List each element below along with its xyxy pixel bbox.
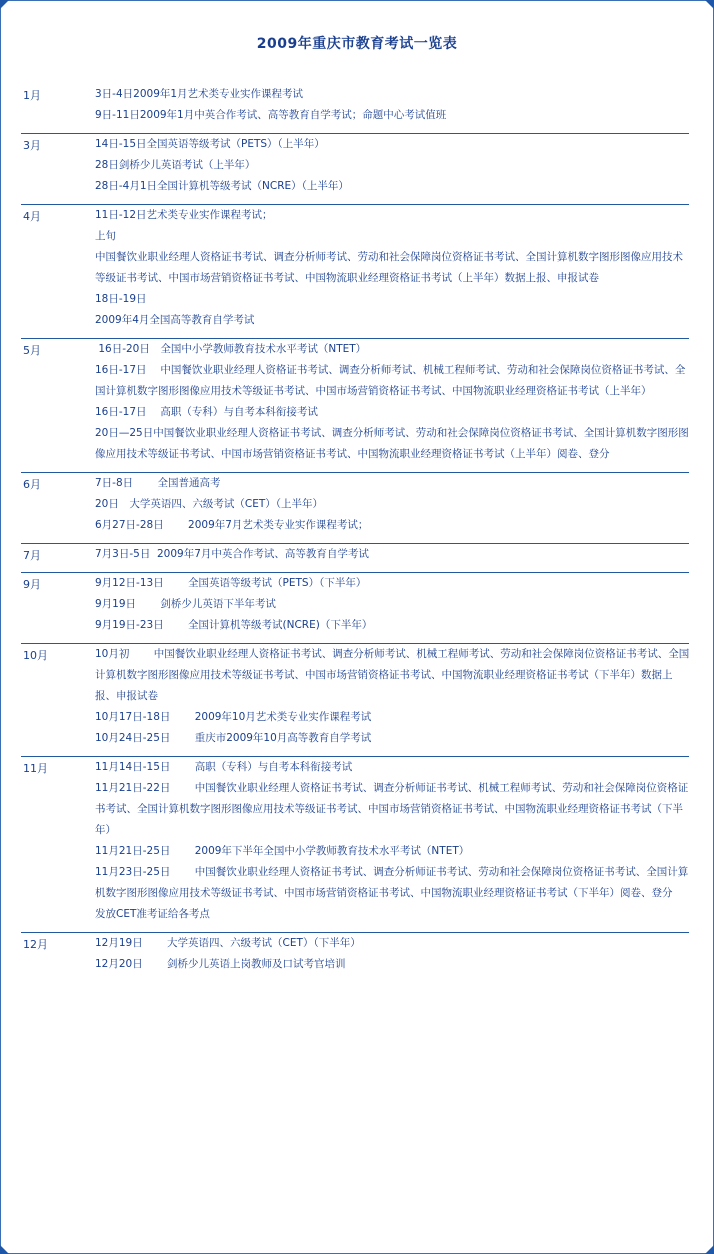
month-entries: [95, 933, 691, 975]
month-section: [1, 473, 713, 543]
month-section: [1, 757, 713, 932]
exam-entry: 14日-15日全国英语等级考试（PETS）（上半年）: [95, 138, 325, 150]
month-section: [1, 134, 713, 204]
month-label: 5月: [23, 344, 41, 357]
month-entries: [95, 473, 691, 536]
exam-entry: 16日-17日 高职（专科）与自考本科衔接考试: [95, 406, 318, 418]
corner-decoration: [0, 0, 9, 9]
month-entries: [95, 757, 691, 925]
month-section: [1, 339, 713, 472]
exam-entry: 10月初 中国餐饮业职业经理人资格证书考试、调查分析师考试、机械工程师考试、劳动和社会保障岗位资格证书考试、全国计算机数字图形图像应用技术等级证书考试、中国市场营销资格证书考试、中国物流职业经理资格证书考试（下半年）数据上报、申报试卷: [95, 648, 690, 702]
exam-entry: 10月17日-18日 2009年10月艺术类专业实作课程考试: [95, 711, 372, 723]
exam-entry: 11日-12日艺术类专业实作课程考试；: [95, 209, 273, 221]
exam-entry: 12月20日 剑桥少儿英语上岗教师及口试考官培训: [95, 958, 346, 970]
month-section: [1, 205, 713, 338]
page-title: 2009年重庆市教育考试一览表: [256, 36, 458, 52]
month-label: 4月: [23, 210, 41, 223]
exam-entry: 9日-11日2009年1月中英合作考试、高等教育自学考试；命题中心考试值班: [95, 109, 447, 121]
exam-entry: 9月12日-13日 全国英语等级考试（PETS）（下半年）: [95, 577, 367, 589]
exam-entry: 6月27日-28日 2009年7月艺术类专业实作课程考试；: [95, 519, 369, 531]
exam-entry: 11月21日-22日 中国餐饮业职业经理人资格证书考试、调查分析师证书考试、机械工程师考试、劳动和社会保障岗位资格证书考试、全国计算机数字图形图像应用技术等级证书考试、中国市场营销资格证书考试、中国物流职业经理资格证书考试（下半年）: [95, 782, 689, 836]
exam-entry: 3日-4日2009年1月艺术类专业实作课程考试: [95, 88, 304, 100]
month-section: [1, 84, 713, 133]
month-label: 1月: [23, 89, 41, 102]
month-entries: [95, 573, 691, 636]
exam-entry: 18日-19日: [95, 293, 147, 305]
month-entries: [95, 84, 691, 126]
exam-entry: 7日-8日 全国普通高考: [95, 477, 221, 489]
exam-entry: 20日—25日中国餐饮业职业经理人资格证书考试、调查分析师考试、劳动和社会保障岗位资格证书考试、全国计算机数字图形图像应用技术等级证书考试、中国市场营销资格证书考试、中国物流职业经理资格证书考试（上半年）阅卷、登分: [95, 427, 689, 460]
month-section: [1, 933, 713, 982]
month-entries: [95, 544, 691, 565]
exam-entry: 上旬: [95, 230, 116, 242]
exam-entry: 20日 大学英语四、六级考试（CET）（上半年）: [95, 498, 323, 510]
month-section: [1, 544, 713, 572]
exam-entry: 28日-4月1日全国计算机等级考试（NCRE）（上半年）: [95, 180, 349, 192]
exam-entry: 7月3日-5日 2009年7月中英合作考试、高等教育自学考试: [95, 548, 369, 560]
corner-decoration: [705, 0, 714, 9]
exam-entry: 2009年4月全国高等教育自学考试: [95, 314, 255, 326]
month-label: 6月: [23, 478, 41, 491]
month-entries: [95, 205, 691, 331]
month-section: [1, 644, 713, 756]
month-entries: [95, 134, 691, 197]
exam-entry: 16日-20日 全国中小学教师教育技术水平考试（NTET）: [95, 343, 367, 355]
month-label: 7月: [23, 549, 41, 562]
month-label: 3月: [23, 139, 41, 152]
exam-entry: 11月23日-25日 中国餐饮业职业经理人资格证书考试、调查分析师证书考试、劳动和社会保障岗位资格证书考试、全国计算机数字图形图像应用技术等级证书考试、中国市场营销资格证书考试、中国物流职业经理资格证书考试（下半年）阅卷、登分: [95, 866, 689, 899]
month-section: [1, 573, 713, 643]
month-entries: [95, 339, 691, 465]
month-entries: [95, 644, 691, 749]
month-label: 9月: [23, 578, 41, 591]
exam-entry: 12月19日 大学英语四、六级考试（CET）（下半年）: [95, 937, 361, 949]
month-label: 10月: [23, 649, 48, 662]
exam-entry: 11月21日-25日 2009年下半年全国中小学教师教育技术水平考试（NTET）: [95, 845, 470, 857]
exam-entry: 发放CET准考证给各考点: [95, 908, 210, 920]
exam-entry: 9月19日-23日 全国计算机等级考试(NCRE)（下半年）: [95, 619, 373, 631]
corner-decoration: [0, 1245, 9, 1254]
month-label: 11月: [23, 762, 48, 775]
exam-entry: 11月14日-15日 高职（专科）与自考本科衔接考试: [95, 761, 353, 773]
corner-decoration: [705, 1245, 714, 1254]
exam-entry: 9月19日 剑桥少儿英语下半年考试: [95, 598, 276, 610]
month-label: 12月: [23, 938, 48, 951]
exam-entry: 28日剑桥少儿英语考试（上半年）: [95, 159, 256, 171]
exam-entry: 16日-17日 中国餐饮业职业经理人资格证书考试、调查分析师考试、机械工程师考试、劳动和社会保障岗位资格证书考试、全国计算机数字图形图像应用技术等级证书考试、中国市场营销资格证书考试、中国物流职业经理资格证书考试（上半年）: [95, 364, 686, 397]
exam-entry: 中国餐饮业职业经理人资格证书考试、调查分析师考试、劳动和社会保障岗位资格证书考试、全国计算机数字图形图像应用技术等级证书考试、中国市场营销资格证书考试、中国物流职业经理资格证书考试（上半年）数据上报、申报试卷: [95, 251, 683, 284]
schedule-list: [1, 84, 713, 982]
exam-entry: 10月24日-25日 重庆市2009年10月高等教育自学考试: [95, 732, 372, 744]
